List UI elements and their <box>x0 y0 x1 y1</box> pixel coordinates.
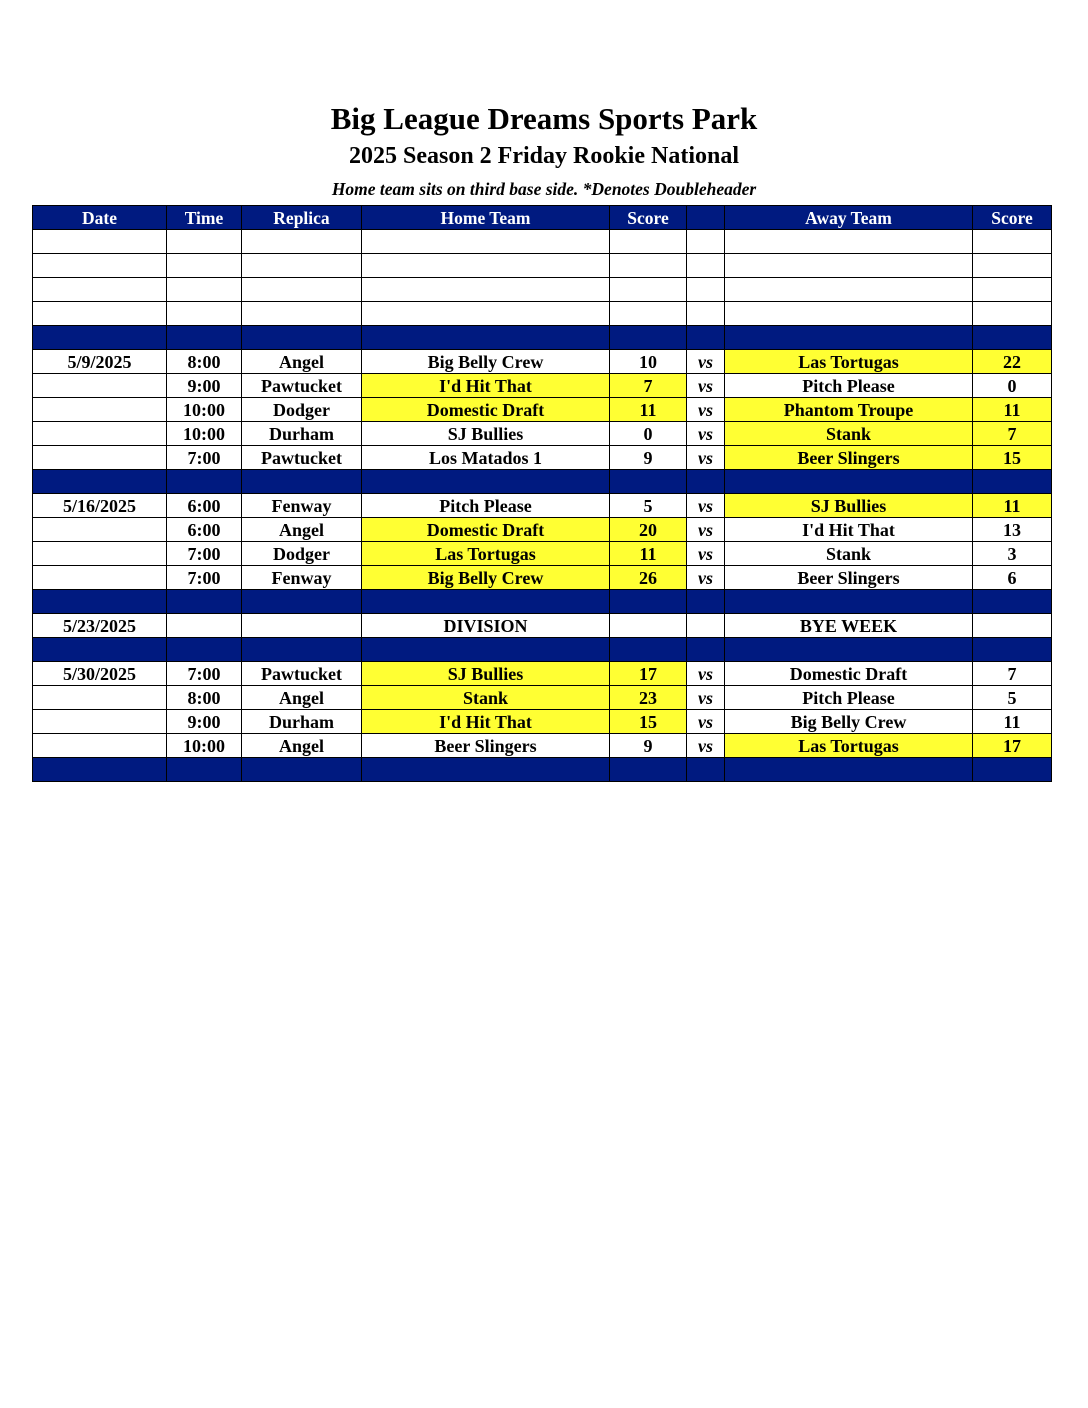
game-row <box>33 566 1052 590</box>
home-team-cell <box>362 590 610 614</box>
time-cell: 9:00 <box>167 710 242 734</box>
away-team-cell: Beer Slingers <box>725 446 973 470</box>
home-score-cell <box>610 470 687 494</box>
home-team-cell: Domestic Draft <box>362 518 610 542</box>
page-title: Big League Dreams Sports Park <box>330 101 758 136</box>
time-cell <box>167 230 242 254</box>
away-team-cell <box>725 278 973 302</box>
home-team-cell <box>362 230 610 254</box>
vs-cell <box>687 326 725 350</box>
away-score-cell: 0 <box>973 374 1052 398</box>
home-team-cell <box>362 254 610 278</box>
date-cell <box>33 734 167 758</box>
replica-cell <box>242 638 362 662</box>
away-score-cell: 13 <box>973 518 1052 542</box>
time-cell <box>167 758 242 782</box>
time-cell: 10:00 <box>167 734 242 758</box>
away-team-cell: Big Belly Crew <box>725 710 973 734</box>
empty-row <box>33 254 1052 278</box>
vs-cell: vs <box>687 662 725 686</box>
home-team-cell <box>362 326 610 350</box>
home-team-cell: Stank <box>362 686 610 710</box>
away-team-cell: I'd Hit That <box>725 518 973 542</box>
home-score-cell: 26 <box>610 566 687 590</box>
home-team-cell <box>362 758 610 782</box>
away-score-cell: 15 <box>973 446 1052 470</box>
home-score-cell <box>610 614 687 638</box>
date-cell: 5/23/2025 <box>33 614 167 638</box>
replica-cell: Fenway <box>242 494 362 518</box>
away-score-cell <box>973 302 1052 326</box>
time-cell <box>167 302 242 326</box>
home-score-cell <box>610 230 687 254</box>
replica-cell: Pawtucket <box>242 374 362 398</box>
date-cell <box>33 758 167 782</box>
home-score-cell: 17 <box>610 662 687 686</box>
home-team-cell: DIVISION <box>362 614 610 638</box>
game-row <box>33 518 1052 542</box>
home-score-cell <box>610 758 687 782</box>
date-cell <box>33 638 167 662</box>
time-cell: 7:00 <box>167 542 242 566</box>
date-cell <box>33 566 167 590</box>
home-score-cell: 9 <box>610 446 687 470</box>
date-cell <box>33 590 167 614</box>
away-score-cell: 11 <box>973 398 1052 422</box>
separator-row <box>33 638 1052 662</box>
time-cell <box>167 614 242 638</box>
time-cell: 10:00 <box>167 398 242 422</box>
empty-row <box>33 230 1052 254</box>
col-header-home-team: Home Team <box>362 206 610 230</box>
date-cell <box>33 446 167 470</box>
away-team-cell: Pitch Please <box>725 374 973 398</box>
home-score-cell: 23 <box>610 686 687 710</box>
home-team-cell: Beer Slingers <box>362 734 610 758</box>
away-score-cell: 5 <box>973 686 1052 710</box>
date-cell: 5/30/2025 <box>33 662 167 686</box>
replica-cell <box>242 302 362 326</box>
home-team-cell <box>362 638 610 662</box>
vs-cell: vs <box>687 422 725 446</box>
date-cell <box>33 422 167 446</box>
vs-cell <box>687 302 725 326</box>
home-team-cell: Pitch Please <box>362 494 610 518</box>
home-score-cell <box>610 254 687 278</box>
away-team-cell: Beer Slingers <box>725 566 973 590</box>
home-team-cell: Las Tortugas <box>362 542 610 566</box>
away-score-cell: 17 <box>973 734 1052 758</box>
replica-cell <box>242 614 362 638</box>
date-cell <box>33 518 167 542</box>
away-score-cell: 11 <box>973 494 1052 518</box>
vs-cell: vs <box>687 710 725 734</box>
away-team-cell: BYE WEEK <box>725 614 973 638</box>
time-cell: 9:00 <box>167 374 242 398</box>
home-score-cell <box>610 590 687 614</box>
game-row <box>33 662 1052 686</box>
date-cell <box>33 278 167 302</box>
away-score-cell <box>973 230 1052 254</box>
away-score-cell <box>973 470 1052 494</box>
home-team-cell: Los Matados 1 <box>362 446 610 470</box>
away-team-cell <box>725 590 973 614</box>
home-score-cell: 11 <box>610 398 687 422</box>
replica-cell <box>242 326 362 350</box>
replica-cell <box>242 590 362 614</box>
away-team-cell <box>725 326 973 350</box>
replica-cell: Dodger <box>242 542 362 566</box>
home-score-cell <box>610 326 687 350</box>
col-header-vs <box>687 206 725 230</box>
game-row <box>33 350 1052 374</box>
away-team-cell: Las Tortugas <box>725 350 973 374</box>
col-header-away-team: Away Team <box>725 206 973 230</box>
away-team-cell: Stank <box>725 542 973 566</box>
replica-cell <box>242 470 362 494</box>
vs-cell <box>687 470 725 494</box>
away-score-cell <box>973 590 1052 614</box>
home-score-cell: 20 <box>610 518 687 542</box>
away-team-cell <box>725 758 973 782</box>
home-score-cell: 9 <box>610 734 687 758</box>
home-score-cell <box>610 638 687 662</box>
home-team-cell: I'd Hit That <box>362 374 610 398</box>
game-row <box>33 710 1052 734</box>
date-cell <box>33 302 167 326</box>
home-team-cell <box>362 470 610 494</box>
col-header-home-score: Score <box>610 206 687 230</box>
away-score-cell: 3 <box>973 542 1052 566</box>
away-score-cell: 11 <box>973 710 1052 734</box>
home-team-cell: Big Belly Crew <box>362 566 610 590</box>
away-team-cell: Domestic Draft <box>725 662 973 686</box>
time-cell: 7:00 <box>167 662 242 686</box>
time-cell: 6:00 <box>167 494 242 518</box>
game-row <box>33 542 1052 566</box>
vs-cell: vs <box>687 494 725 518</box>
separator-row <box>33 326 1052 350</box>
away-score-cell <box>973 638 1052 662</box>
vs-cell <box>687 278 725 302</box>
schedule-body <box>33 230 1052 782</box>
replica-cell: Angel <box>242 686 362 710</box>
home-team-cell <box>362 278 610 302</box>
game-row <box>33 686 1052 710</box>
away-team-cell <box>725 638 973 662</box>
home-team-cell: SJ Bullies <box>362 422 610 446</box>
away-team-cell: Phantom Troupe <box>725 398 973 422</box>
game-row <box>33 422 1052 446</box>
away-score-cell <box>973 758 1052 782</box>
away-score-cell: 7 <box>973 662 1052 686</box>
replica-cell <box>242 254 362 278</box>
schedule-table <box>32 205 1052 782</box>
time-cell: 7:00 <box>167 446 242 470</box>
home-score-cell: 7 <box>610 374 687 398</box>
separator-row <box>33 590 1052 614</box>
date-cell <box>33 254 167 278</box>
date-cell <box>33 470 167 494</box>
replica-cell: Durham <box>242 422 362 446</box>
separator-row <box>33 470 1052 494</box>
away-team-cell <box>725 470 973 494</box>
game-row <box>33 614 1052 638</box>
home-team-cell: Big Belly Crew <box>362 350 610 374</box>
date-cell <box>33 710 167 734</box>
away-team-cell <box>725 230 973 254</box>
away-score-cell: 7 <box>973 422 1052 446</box>
home-team-cell <box>362 302 610 326</box>
away-team-cell: Stank <box>725 422 973 446</box>
vs-cell: vs <box>687 374 725 398</box>
replica-cell: Durham <box>242 710 362 734</box>
date-cell <box>33 398 167 422</box>
time-cell: 10:00 <box>167 422 242 446</box>
date-cell: 5/16/2025 <box>33 494 167 518</box>
vs-cell <box>687 590 725 614</box>
replica-cell: Dodger <box>242 398 362 422</box>
vs-cell: vs <box>687 350 725 374</box>
home-score-cell: 10 <box>610 350 687 374</box>
time-cell <box>167 638 242 662</box>
away-team-cell <box>725 302 973 326</box>
col-header-time: Time <box>167 206 242 230</box>
vs-cell <box>687 758 725 782</box>
away-score-cell: 22 <box>973 350 1052 374</box>
time-cell: 6:00 <box>167 518 242 542</box>
home-score-cell: 0 <box>610 422 687 446</box>
home-score-cell: 15 <box>610 710 687 734</box>
replica-cell <box>242 230 362 254</box>
separator-row <box>33 758 1052 782</box>
vs-cell: vs <box>687 542 725 566</box>
away-score-cell <box>973 614 1052 638</box>
col-header-replica: Replica <box>242 206 362 230</box>
time-cell <box>167 470 242 494</box>
time-cell: 8:00 <box>167 350 242 374</box>
away-score-cell <box>973 278 1052 302</box>
header-row <box>33 206 1052 230</box>
vs-cell: vs <box>687 686 725 710</box>
home-score-cell: 11 <box>610 542 687 566</box>
game-row <box>33 374 1052 398</box>
date-cell: 5/9/2025 <box>33 350 167 374</box>
replica-cell: Fenway <box>242 566 362 590</box>
schedule-note: Home team sits on third base side. *Denotes Doubleheader <box>331 179 757 199</box>
vs-cell: vs <box>687 566 725 590</box>
date-cell <box>33 230 167 254</box>
date-cell <box>33 374 167 398</box>
col-header-away-score: Score <box>973 206 1052 230</box>
home-score-cell <box>610 302 687 326</box>
game-row <box>33 734 1052 758</box>
time-cell: 7:00 <box>167 566 242 590</box>
vs-cell: vs <box>687 398 725 422</box>
replica-cell: Angel <box>242 734 362 758</box>
game-row <box>33 494 1052 518</box>
replica-cell: Pawtucket <box>242 446 362 470</box>
empty-row <box>33 278 1052 302</box>
time-cell <box>167 590 242 614</box>
col-header-date: Date <box>33 206 167 230</box>
vs-cell: vs <box>687 734 725 758</box>
away-team-cell: Pitch Please <box>725 686 973 710</box>
empty-row <box>33 302 1052 326</box>
replica-cell <box>242 758 362 782</box>
away-score-cell <box>973 326 1052 350</box>
vs-cell <box>687 254 725 278</box>
away-score-cell: 6 <box>973 566 1052 590</box>
time-cell <box>167 254 242 278</box>
time-cell: 8:00 <box>167 686 242 710</box>
vs-cell <box>687 230 725 254</box>
page-subtitle: 2025 Season 2 Friday Rookie National <box>348 143 740 169</box>
replica-cell: Pawtucket <box>242 662 362 686</box>
vs-cell <box>687 614 725 638</box>
game-row <box>33 398 1052 422</box>
date-cell <box>33 686 167 710</box>
away-team-cell <box>725 254 973 278</box>
home-team-cell: Domestic Draft <box>362 398 610 422</box>
time-cell <box>167 326 242 350</box>
replica-cell: Angel <box>242 350 362 374</box>
replica-cell: Angel <box>242 518 362 542</box>
home-score-cell: 5 <box>610 494 687 518</box>
date-cell <box>33 542 167 566</box>
vs-cell: vs <box>687 518 725 542</box>
away-score-cell <box>973 254 1052 278</box>
vs-cell: vs <box>687 446 725 470</box>
time-cell <box>167 278 242 302</box>
vs-cell <box>687 638 725 662</box>
away-team-cell: Las Tortugas <box>725 734 973 758</box>
home-team-cell: I'd Hit That <box>362 710 610 734</box>
away-team-cell: SJ Bullies <box>725 494 973 518</box>
home-team-cell: SJ Bullies <box>362 662 610 686</box>
replica-cell <box>242 278 362 302</box>
home-score-cell <box>610 278 687 302</box>
game-row <box>33 446 1052 470</box>
date-cell <box>33 326 167 350</box>
